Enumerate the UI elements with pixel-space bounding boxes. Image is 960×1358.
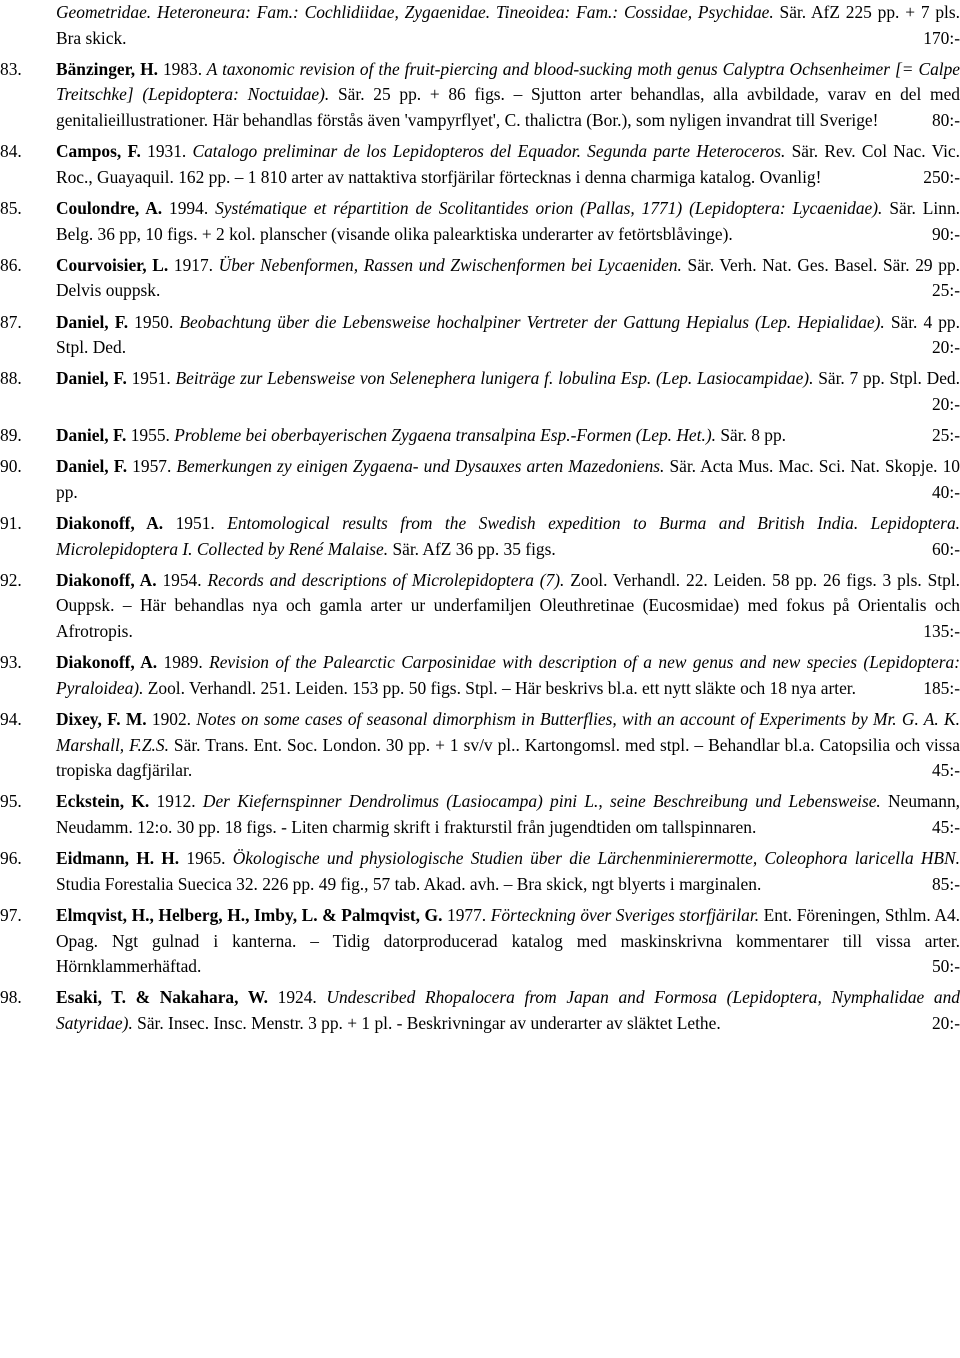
entry-description: Zool. Verhandl. 251. Leiden. 153 pp. 50 figs. Stpl. – Här beskrivs bl.a. ett nytt släkte och 18 nya arter. [143,677,856,698]
entry-price: 50:- [931,956,960,977]
entry-price: 60:- [931,538,960,559]
entry-year: 1957. [127,456,172,477]
entry-title: Förteckning över Sveriges storfjärilar. [486,904,760,925]
entry-year: 1994. [162,197,209,218]
entry-title: Geometridae. Heteroneura: Fam.: Cochlidiidae, Zygaenidae. Tineoidea: Fam.: Cossidae, Psychidae. [56,2,774,22]
entry-author: Dixey, F. M. [56,708,147,729]
entry-price: 80:- [931,109,960,130]
entry-price: 45:- [931,816,960,837]
entry-year: 1951. [163,513,215,534]
entry-author: Daniel, F. [56,456,128,477]
entry-description: Studia Forestalia Suecica 32. 226 pp. 49 fig., 57 tab. Akad. avh. – Bra skick, ngt blyerts i marginalen. [56,873,762,894]
entry-number: 93. [0,652,22,673]
entry-number: 89. [0,425,22,446]
entry-number: 84. [0,141,22,162]
catalog-entry [0,310,960,361]
entry-price: 135:- [923,621,960,641]
entry-year: 1955. [126,425,170,446]
entry-author: Eidmann, H. H. [56,848,180,869]
entry-number: 91. [0,513,22,534]
catalog-entry [0,903,960,980]
entry-number: 83. [0,58,22,79]
entry-description: Zool. Verhandl. 22. Leiden. 58 pp. 26 figs. 3 pls. Stpl. Ouppsk. – Här behandlas nya och gamla arter ur underfamiljen Oleuthretinae (Eucosmidae) med fokus på Orientalis och Afrotropis. [56,569,960,641]
entry-price: 20:- [931,393,960,414]
entry-author: Daniel, F. [56,368,127,389]
entry-price: 40:- [931,481,960,502]
entry-description: Neumann, Neudamm. 12:o. 30 pp. 18 figs. - Liten charmig skrift i frakturstil från jugendtiden om tallspinnaren. [56,791,960,837]
entry-number: 90. [0,456,22,477]
entry-year: 1912. [149,791,196,812]
entry-author: Bänzinger, H. [56,58,158,79]
entry-year: 1965. [179,848,226,869]
entry-number: 98. [0,987,22,1008]
entry-description: Sär. Rev. Col Nac. Vic. Roc., Guayaquil. 162 pp. – 1 810 arter av nattaktiva storfjärilar förtecknas i denna charmiga katalog. Ovanlig! [56,141,960,187]
entry-year: 1977. [442,904,487,925]
entry-author: Campos, F. [56,141,141,162]
catalog-entry [0,366,960,417]
catalog-entry [0,57,960,134]
catalog-entry [0,253,960,304]
entry-price: 25:- [931,425,960,446]
entry-number: 95. [0,791,22,812]
catalog-entry [0,423,960,449]
entry-title: Catalogo preliminar de los Lepidopteros del Equador. Segunda parte Heteroceros. [186,141,786,162]
entry-number: 92. [0,569,22,590]
entry-year: 1951. [126,368,171,389]
entry-description: Sär. Trans. Ent. Soc. London. 30 pp. + 1 sv/v pl.. Kartongomsl. med stpl. – Behandlar bl.a. Catopsilia och vissa tropiska dagfjärilar. [56,734,960,781]
entry-price: 20:- [931,337,960,358]
entry-number: 87. [0,311,22,332]
catalog-entry [0,789,960,840]
entry-title: Ökologische und physiologische Studien über die Lärchenminierermotte, Coleophora laricella HBN. [225,848,960,869]
entry-description: Sär. Linn. Belg. 36 pp, 10 figs. + 2 kol. planscher (visande olika palearktiska underarter av fetörtsblåvinge). [56,197,960,244]
entry-year: 1950. [128,311,174,332]
catalog-entry [0,707,960,784]
entry-year: 1983. [157,58,203,79]
entry-description: Sär. 7 pp. Stpl. Ded. [813,368,960,389]
entry-year: 1917. [168,254,214,275]
entry-title: Revision of the Palearctic Carposinidae with description of a new genus and new species (Lepidoptera: Pyraloidea). [56,652,960,698]
entry-author: Courvoisier, L. [56,254,169,275]
entry-price: 170:- [923,27,960,48]
entry-author: Diakonoff, A. [56,569,157,590]
entry-title: Bemerkungen zy einigen Zygaena- und Dysauxes arten Mazedoniens. [171,456,665,477]
entry-number: 85. [0,197,22,218]
entry-author: Eckstein, K. [56,791,150,812]
entry-price: 90:- [931,223,960,244]
catalog-entry [0,985,960,1036]
entry-title: Notes on some cases of seasonal dimorphism in Butterflies, with an account of Experiments by Mr. G. A. K. Marshall, F.Z.S. [56,708,960,755]
catalog-entry [0,568,960,645]
entry-description: Sär. 25 pp. + 86 figs. – Sjutton arter behandlas, alla avbildade, varav en del med genitalieillustrationer. Här behandlas förstås även 'vampyrflyet', C. thalictra (Bor.), som nyligen invandrat till Sverige! [56,84,960,130]
entry-description: Ent. Föreningen, Sthlm. A4. Opag. Ngt gulnad i kanterna. – Tidig datorproducerad katalog med maskinskrivna kommentarer till vissa arter. Hörnklammerhäftad. [56,904,960,977]
entry-author: Elmqvist, H., Helberg, H., Imby, L. & Palmqvist, G. [56,904,443,925]
catalog-entry [0,139,960,190]
entry-title: Über Nebenformen, Rassen und Zwischenformen bei Lycaeniden. [213,254,682,275]
entry-author: Daniel, F. [56,425,127,446]
catalog-entry [0,650,960,701]
entry-author: Esaki, T. & Nakahara, W. [56,987,268,1008]
entry-author: Diakonoff, A. [56,652,158,673]
entry-title: A taxonomic revision of the fruit-piercing and blood-sucking moth genus Calyptra Ochsenheimer [= Calpe Treitschke] (Lepidoptera: Noctuidae). [56,58,960,105]
entry-number: 88. [0,368,22,389]
catalog-entry [0,196,960,247]
entry-description: Sär. Insec. Insc. Menstr. 3 pp. + 1 pl. - Beskrivningar av underarter av släktet Lethe. [132,1012,721,1033]
entry-price: 250:- [923,166,960,187]
entry-number: 94. [0,708,22,729]
entry-title: Undescribed Rhopalocera from Japan and Formosa (Lepidoptera, Nymphalidae and Satyridae). [56,987,960,1033]
entry-price: 85:- [931,873,960,894]
entry-description: Sär. AfZ 36 pp. 35 figs. [388,538,556,559]
entry-year: 1954. [156,569,202,590]
entry-description: Sär. Acta Mus. Mac. Sci. Nat. Skopje. 10 pp. [56,456,960,502]
entry-year: 1989. [157,652,203,673]
entry-author: Diakonoff, A. [56,513,164,534]
entry-title: Probleme bei oberbayerischen Zygaena transalpina Esp.-Formen (Lep. Het.). [169,425,716,446]
entry-author: Daniel, F. [56,311,129,332]
entry-number: 86. [0,254,22,275]
entry-title: Beobachtung über die Lebensweise hochalpiner Vertreter der Gattung Hepialus (Lep. Hepialidae). [173,311,885,332]
entry-author: Coulondre, A. [56,197,163,218]
entry-price: 45:- [931,760,960,781]
catalog-entry [0,511,960,562]
entry-description: Sär. AfZ 225 pp. + 7 pls. Bra skick. [56,2,960,48]
entry-description: Sär. 8 pp. [715,425,787,446]
entry-title: Records and descriptions of Microlepidoptera (7). [201,569,565,590]
entry-year: 1924. [267,987,317,1008]
entry-price: 25:- [931,280,960,301]
entry-number: 97. [0,904,22,925]
entry-description: Sär. 4 pp. Stpl. Ded. [56,311,960,358]
catalog-entry [0,846,960,897]
entry-title: Entomological results from the Swedish expedition to Burma and British India. Lepidoptera. Microlepidoptera I. Collected by René Malaise. [56,513,960,559]
entry-title: Systématique et répartition de Scolitantides orion (Pallas, 1771) (Lepidoptera: Lycaenidae). [208,197,883,218]
entry-description: Sär. Verh. Nat. Ges. Basel. Sär. 29 pp. Delvis ouppsk. [56,254,960,301]
entry-title: Der Kiefernspinner Dendrolimus (Lasiocampa) pini L., seine Beschreibung und Lebensweise. [195,791,881,812]
entry-year: 1902. [146,708,192,729]
catalog-entry [0,0,960,51]
entry-price: 185:- [923,677,960,698]
entry-price: 20:- [931,1012,960,1033]
entry-year: 1931. [140,141,187,162]
catalog-entry [0,454,960,505]
entry-title: Beiträge zur Lebensweise von Selenephera lunigera f. lobulina Esp. (Lep. Lasiocampidae). [170,368,814,389]
entry-number: 96. [0,848,22,869]
